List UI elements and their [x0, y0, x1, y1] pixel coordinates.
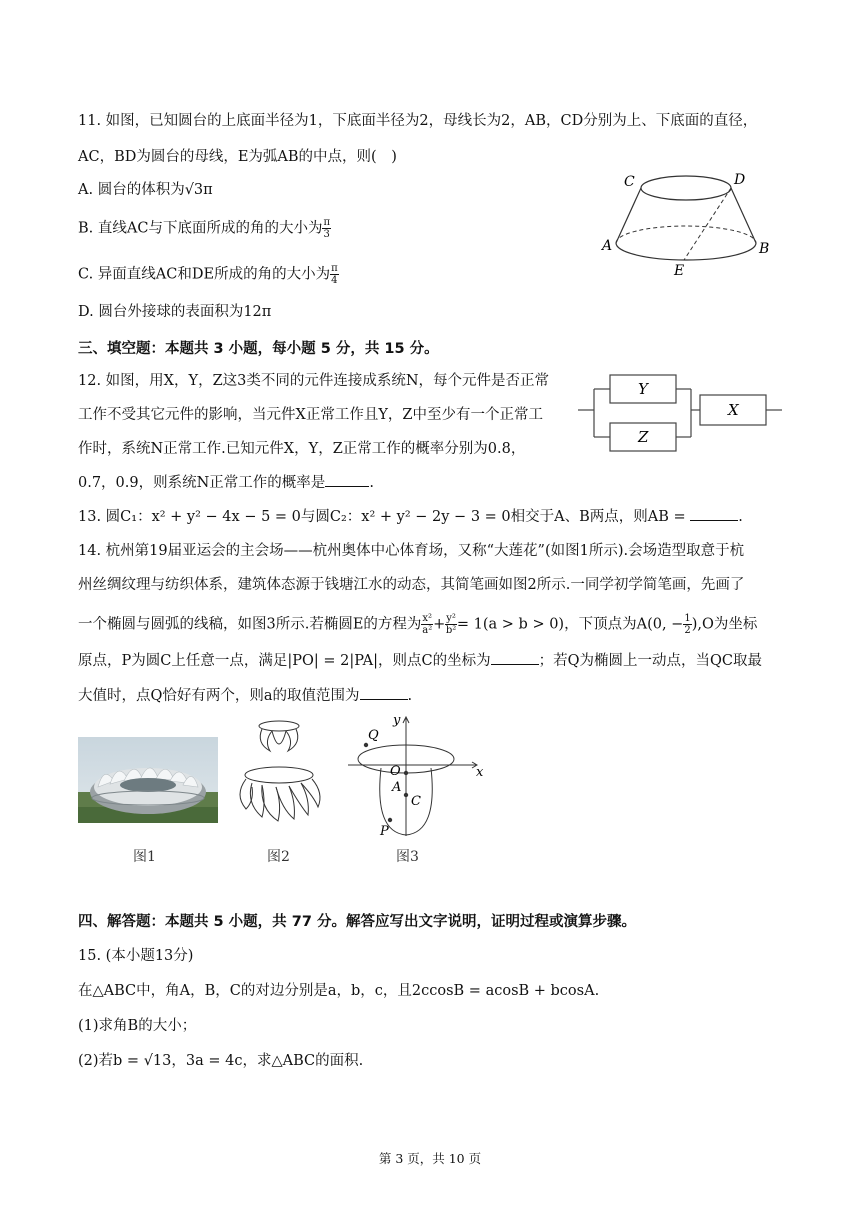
q12-line4: 0.7，0.9，则系统N正常工作的概率是 .	[78, 475, 374, 491]
q11-option-c-fraction: $\frac{\pi}{4}$	[331, 263, 338, 286]
stadium-photo-image	[78, 737, 218, 823]
q14-line3: 一个椭圆与圆弧的线稿，如图3所示.若椭圆E的方程为 $\frac{\text{x²}}{\text{a²}}$ + $\frac{\text{y²}}{\text{b²}}$ = 1(a > b > 0)，下顶点为A(0, − $\frac{1}{2}$ ),O为坐标	[78, 613, 758, 636]
q11-stem-line1: 11. 如图，已知圆台的上底面半径为1，下底面半径为2，母线长为2，AB，CD分别为上、下底面的直径，	[78, 113, 758, 129]
component-x-label: X	[728, 401, 739, 419]
fig3-point-p-label: P	[380, 824, 389, 839]
lotus-sketch-figure	[234, 717, 332, 829]
fig3-point-a-label: A	[392, 780, 402, 795]
q15-line1: 在△ABC中，角A，B，C的对边分别是a，b，c，且2ccosB = acosB + bcosA.	[78, 983, 600, 999]
fig3-point-c-label: C	[411, 794, 421, 809]
q12-line3: 作时，系统N正常工作.已知元件X，Y，Z正常工作的概率分别为0.8，	[78, 441, 526, 457]
component-z-label: Z	[638, 428, 649, 446]
q11-option-c-text: C. 异面直线AC和DE所成的角的大小为	[78, 266, 331, 283]
q14-answer-blank-1	[491, 652, 539, 665]
ellipse-circle-figure	[344, 712, 488, 840]
section-4-heading: 四、解答题：本题共 5 小题，共 77 分。解答应写出文字说明，证明过程或演算步骤。	[78, 914, 636, 930]
q12-answer-blank	[325, 474, 369, 487]
q13-answer-blank	[690, 508, 738, 521]
frustum-label-e: E	[674, 263, 685, 279]
page-number-footer: 第 3 页，共 10 页	[378, 1151, 482, 1166]
q15-heading: 15. (本小题13分)	[78, 948, 194, 964]
q11-option-b	[78, 217, 331, 240]
q11-option-a: A. 圆台的体积为√3π	[78, 182, 213, 198]
q14-line1: 14. 杭州第19届亚运会的主会场——杭州奥体中心体育场，又称“大莲花”(如图1所示).会场造型取意于杭	[78, 543, 745, 559]
figure-2-caption: 图2	[267, 849, 290, 865]
q11-option-b-fraction: $\frac{\pi}{3}$	[323, 217, 331, 240]
q14-answer-blank-2	[360, 687, 408, 700]
frustum-figure	[596, 166, 776, 284]
frustum-label-d: D	[734, 172, 746, 188]
frustum-label-c: C	[624, 174, 635, 190]
fig3-axis-y-label: y	[393, 713, 401, 728]
figure-3-caption: 图3	[396, 849, 419, 865]
q14-line4: 原点，P为圆C上任意一点，满足|PO| = 2|PA|，则点C的坐标为 ；若Q为椭圆上一动点，当QC取最	[78, 653, 762, 669]
q13-line: 13. 圆C₁：x² + y² − 4x − 5 = 0与圆C₂：x² + y² − 2y − 3 = 0相交于A、B两点，则AB = .	[78, 509, 743, 525]
q12-line1: 12. 如图，用X，Y，Z这3类不同的元件连接成系统N，每个元件是否正常	[78, 373, 550, 389]
fig3-point-q-label: Q	[368, 728, 379, 743]
frustum-label-a: A	[602, 238, 613, 254]
q15-part2: (2)若b = √13，3a = 4c，求△ABC的面积.	[78, 1053, 364, 1069]
figure-1-caption: 图1	[133, 849, 156, 865]
q11-option-b-text: B. 直线AC与下底面所成的角的大小为	[78, 220, 323, 237]
q11-option-c	[78, 263, 339, 286]
q15-part1: (1)求角B的大小；	[78, 1018, 197, 1034]
q11-option-d: D. 圆台外接球的表面积为12π	[78, 304, 272, 320]
circuit-figure	[578, 367, 783, 461]
q14-line5: 大值时，点Q恰好有两个，则a的取值范围为 .	[78, 688, 413, 704]
component-y-label: Y	[638, 380, 648, 398]
fig3-origin-label: O	[390, 764, 401, 779]
q12-line2: 工作不受其它元件的影响，当元件X正常工作且Y，Z中至少有一个正常工	[78, 407, 543, 423]
frustum-label-b: B	[759, 241, 770, 257]
q14-line2: 州丝绸纹理与纺织体系，建筑体态源于钱塘江水的动态，其简笔画如图2所示.一同学初学简笔画，先画了	[78, 577, 745, 593]
section-3-heading: 三、填空题：本题共 3 小题，每小题 5 分，共 15 分。	[78, 341, 439, 357]
q11-stem-line2: AC，BD为圆台的母线，E为弧AB的中点，则( )	[78, 149, 397, 165]
fig3-axis-x-label: x	[476, 765, 484, 780]
